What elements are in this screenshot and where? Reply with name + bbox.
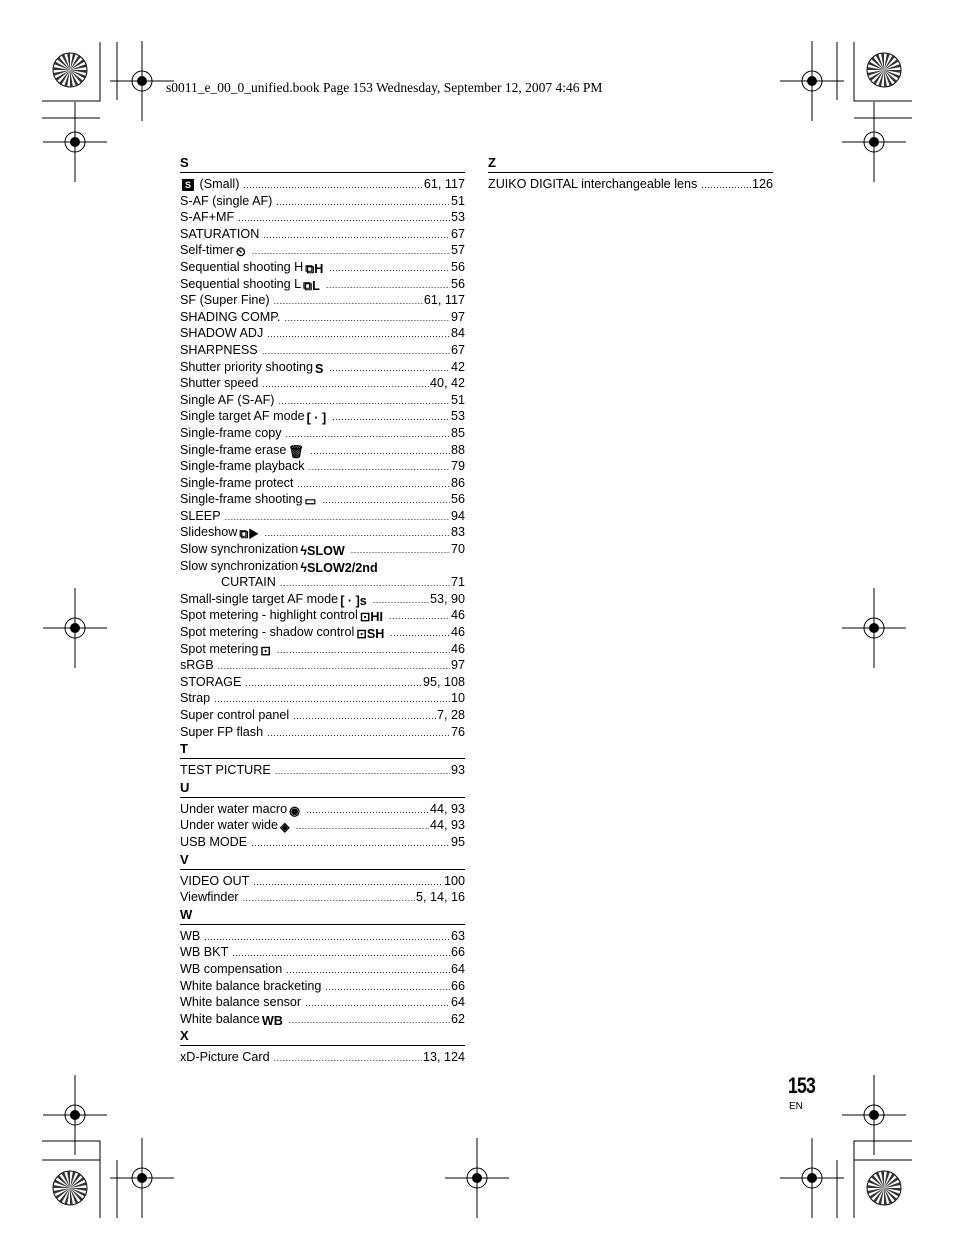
index-entry [180,978,465,995]
entry-text: TEST PICTURE [180,763,271,778]
index-entry [180,928,465,945]
entry-text: Single-frame protect [180,475,294,490]
entry-label [180,342,258,359]
entry-text: Slideshow [180,525,238,540]
entry-label [180,425,282,442]
page-reference: 56 [450,492,465,507]
entry-text: STORAGE [180,674,242,689]
entry-text: Self-timer [180,243,234,258]
entry-label [180,978,321,995]
entry-text: Under water wide [180,818,278,833]
leader-dots [305,995,450,1012]
section-heading-z: Z [488,154,773,173]
entry-label [180,944,228,961]
entry-text: SHARPNESS [180,342,258,357]
leader-dots [329,260,450,277]
page-reference: 84 [450,326,465,341]
entry-label [180,724,263,741]
spot-shadow-icon: ⊡SH [356,627,385,642]
leader-dots [325,979,450,996]
entry-text: CURTAIN [221,575,276,590]
entry-text: Single AF (S-AF) [180,392,275,407]
leader-dots [329,360,450,377]
index-entry [180,624,465,641]
index-entry [180,834,465,851]
index-entry [180,707,465,724]
page-reference: 56 [450,259,465,274]
leader-dots [286,962,450,979]
page-reference: 70 [450,542,465,557]
page-reference: 66 [450,945,465,960]
flash-slow2-icon: ϟSLOW2/2nd [300,560,378,575]
page-reference: 10 [450,691,465,706]
leader-dots [262,343,450,360]
page-reference: 64 [450,995,465,1010]
entry-label [180,209,234,226]
page-reference: 88 [450,442,465,457]
leader-dots [310,443,450,460]
index-entry [180,944,465,961]
leader-dots [252,243,450,260]
index-entry [180,242,465,259]
entry-text: Slow synchronization [180,542,299,557]
index-entry [180,508,465,525]
entry-text: Shutter priority shooting [180,359,314,374]
index-entry [180,309,465,326]
index-entry [488,176,773,193]
index-entry [180,607,465,624]
index-entry [180,817,465,834]
white-balance-icon: WB [261,1013,283,1028]
leader-dots [243,177,423,194]
entry-text: Single target AF mode [180,409,305,424]
page-reference: 53, 90 [429,591,465,606]
entry-label [180,1011,285,1030]
leader-dots [251,835,450,852]
index-entry [180,873,465,890]
page-reference: 46 [450,625,465,640]
leader-dots [218,658,450,675]
page-reference: 7, 28 [436,708,465,722]
leader-dots [238,210,450,227]
sequential-low-icon: ⧉L [303,278,320,293]
index-entry [180,524,465,541]
index-entry [180,193,465,210]
leader-dots [306,802,429,819]
index-entry [180,801,465,818]
page-reference: 44, 93 [429,818,465,833]
index-entry [180,425,465,442]
crosshair-target [780,1138,844,1218]
leader-dots [390,625,450,642]
page-reference: 46 [450,608,465,623]
entry-label [180,292,270,309]
self-timer-icon: ⏲ [235,245,246,260]
page-reference: 62 [450,1011,465,1026]
entry-text: Strap [180,691,211,706]
entry-text: VIDEO OUT [180,873,250,888]
entry-text: xD-Picture Card [180,1050,270,1065]
leader-dots [267,725,450,742]
leader-dots [214,691,450,708]
entry-label [180,1049,270,1066]
entry-text: SHADOW ADJ [180,326,264,341]
index-entry [180,657,465,674]
entry-label [221,574,276,591]
entry-text: Sequential shooting L [180,276,302,291]
index-entry [180,889,465,906]
spot-highlight-icon: ⊡HI [359,610,383,625]
index-entry [180,690,465,707]
index-entry [180,762,465,779]
entry-label [180,834,247,851]
entry-label [180,458,305,475]
spot-metering-icon: ⊡ [260,643,271,658]
page-reference: 51 [450,392,465,407]
entry-text: Small-single target AF mode [180,591,339,606]
entry-text: S-AF+MF [180,210,235,225]
page-reference: 67 [450,342,465,357]
page-reference: 42 [450,359,465,374]
entry-label [180,193,272,210]
leader-dots [285,310,450,327]
starburst-mark [53,1171,87,1205]
starburst-mark [867,1171,901,1205]
single-target-af-icon: [ · ] [306,411,327,426]
page-reference: 46 [450,641,465,656]
starburst-mark [53,53,87,87]
index-entry [180,591,465,608]
entry-label [180,674,241,691]
crosshair-target [43,588,107,668]
index-entry [180,541,465,558]
section-heading-v: V [180,851,465,870]
entry-text: WB BKT [180,945,229,960]
leader-dots [296,818,429,835]
entry-text: Spot metering - highlight control [180,608,358,623]
page-reference: 57 [450,243,465,258]
page-reference: 97 [450,309,465,324]
leader-dots [297,476,450,493]
index-entry [180,491,465,508]
index-entry [180,1049,465,1066]
leader-dots [274,1050,422,1067]
index-entry [180,209,465,226]
page-reference: 61, 117 [423,293,465,308]
page-reference: 85 [450,425,465,440]
leader-dots [204,929,450,946]
index-entry [180,641,465,658]
entry-text: Single-frame shooting [180,492,303,507]
index-entry [180,442,465,459]
crosshair-target [842,588,906,668]
page-reference: 71 [450,575,465,590]
crosshair-target [842,1075,906,1155]
page-reference: 93 [450,763,465,778]
page-reference: 95 [450,834,465,849]
crosshair-target [43,102,107,182]
page-reference: 126 [751,177,773,191]
entry-text: Spot metering [180,641,259,656]
index-entry [180,392,465,409]
entry-text: USB MODE [180,834,248,849]
leader-dots [293,708,436,725]
leader-dots [278,393,450,410]
underwater-macro-icon: ◉ [289,803,301,818]
entry-text: SLEEP [180,508,221,523]
entry-label [180,475,293,492]
entry-text: SATURATION [180,226,260,241]
leader-dots [701,177,751,194]
index-entry [180,342,465,359]
entry-text: SHADING COMP. [180,309,281,324]
index-entry [180,961,465,978]
page-reference: 51 [450,193,465,208]
erase-icon: 🗑 [288,444,305,459]
crosshair-target [445,1138,509,1218]
index-entry [180,325,465,342]
sequential-high-icon: ⧉H [305,261,324,276]
entry-text: White balance [180,1011,260,1026]
entry-label [180,762,271,779]
crosshair-target [110,41,174,121]
entry-label [180,994,301,1011]
leader-dots [351,542,450,559]
entry-text: WB [180,928,201,943]
page-reference: 76 [450,724,465,739]
entry-label [180,690,210,707]
page-reference: 53 [450,210,465,225]
entry-text: Single-frame erase [180,442,287,457]
leader-dots [262,376,429,393]
page-reference: 86 [450,475,465,490]
page-reference: 44, 93 [429,801,465,816]
leader-dots [275,763,450,780]
entry-text: S-AF (single AF) [180,193,273,208]
index-entry [180,994,465,1011]
index-entry [180,292,465,309]
leader-dots [253,874,443,891]
entry-label [180,707,289,724]
leader-dots [322,492,450,509]
language-code: EN [789,1101,803,1112]
entry-label [180,325,263,342]
entry-text: (Small) [199,177,240,191]
section-heading-u: U [180,779,465,798]
index-entry [180,724,465,741]
index-entry [180,475,465,492]
entry-text: Super control panel [180,708,290,722]
entry-text: ZUIKO DIGITAL interchangeable lens [488,177,698,191]
entry-label [180,928,200,945]
leader-dots [274,293,423,310]
page-reference: 64 [450,961,465,976]
page-reference: 56 [450,276,465,291]
leader-dots [286,426,450,443]
entry-text: sRGB [180,658,214,673]
entry-text: Under water macro [180,801,288,816]
small-target-af-icon: [ · ]s [340,593,367,608]
section-heading-w: W [180,906,465,925]
entry-text: Spot metering - shadow control [180,625,355,640]
index-entry [180,276,465,293]
section-heading-s: S [180,154,465,173]
page-reference: 13, 124 [422,1050,465,1065]
page-reference: 100 [443,873,465,888]
entry-text: Single-frame copy [180,425,282,440]
entry-label [180,392,274,409]
index-entry [180,1011,465,1028]
entry-label [180,558,380,577]
page-reference: 66 [450,978,465,993]
entry-label [180,961,282,978]
page-reference: 94 [450,508,465,523]
entry-text: Sequential shooting H [180,259,304,274]
slideshow-icon: ⧉▶ [239,527,259,542]
page-reference: 40, 42 [429,376,465,391]
index-entry [180,259,465,276]
index-entry [180,674,465,691]
leader-dots [263,227,450,244]
entry-text: Slow synchronization [180,558,299,573]
index-entry [180,176,465,193]
page-reference: 95, 108 [422,674,465,689]
leader-dots [267,326,450,343]
starburst-mark [867,53,901,87]
index-entry [180,458,465,475]
entry-label [180,176,239,193]
entry-label [180,375,258,392]
entry-label [180,309,281,326]
entry-text: White balance sensor [180,995,302,1010]
crosshair-target [780,41,844,121]
flash-slow-icon: ϟSLOW [300,544,345,559]
page-reference: 97 [450,658,465,673]
index-column-right [488,154,773,193]
crosshair-target [110,1138,174,1218]
crosshair-target [842,102,906,182]
book-header: s0011_e_00_0_unified.book Page 153 Wednesday, September 12, 2007 4:46 PM [166,80,603,95]
entry-text: Single-frame playback [180,459,305,474]
leader-dots [389,608,450,625]
single-frame-icon: ▭ [304,494,317,509]
entry-label [180,873,249,890]
index-entry [180,574,465,591]
page-reference: 5, 14, 16 [415,890,465,905]
section-heading-x: X [180,1027,465,1046]
page-reference: 53 [450,409,465,424]
crosshair-target [43,1075,107,1155]
entry-label [180,508,221,525]
index-entry [180,375,465,392]
leader-dots [309,459,450,476]
index-entry [180,359,465,376]
leader-dots [243,890,415,907]
page-reference: 67 [450,226,465,241]
leader-dots [245,675,422,692]
entry-text: White balance bracketing [180,978,322,993]
page-number: 153 [788,1073,815,1098]
page-reference: 61, 117 [423,177,465,191]
leader-dots [225,509,450,526]
leader-dots [277,642,450,659]
entry-label [180,226,259,243]
index-entry [180,558,465,575]
index-entry [180,226,465,243]
leader-dots [289,1012,450,1029]
page-reference: 63 [450,928,465,943]
underwater-wide-icon: ◈ [280,820,290,835]
page-reference: 79 [450,459,465,474]
leader-dots [326,277,450,294]
entry-text: SF (Super Fine) [180,293,270,308]
small-size-icon: S [182,179,194,191]
section-heading-t: T [180,740,465,759]
entry-label [488,176,697,193]
page-reference: 83 [450,525,465,540]
entry-label [180,889,239,906]
entry-label [180,657,214,674]
crosshair-targets [43,41,906,1218]
shutter-priority-icon: S [315,361,324,376]
leader-dots [332,409,450,426]
entry-text: Super FP flash [180,724,264,739]
leader-dots [264,525,450,542]
leader-dots [280,575,450,592]
leader-dots [373,592,429,609]
index-entry [180,408,465,425]
leader-dots [276,194,450,211]
entry-text: Shutter speed [180,376,259,391]
entry-text: Viewfinder [180,890,239,905]
index-column-left [180,154,465,1066]
entry-text: WB compensation [180,961,283,976]
leader-dots [232,945,450,962]
